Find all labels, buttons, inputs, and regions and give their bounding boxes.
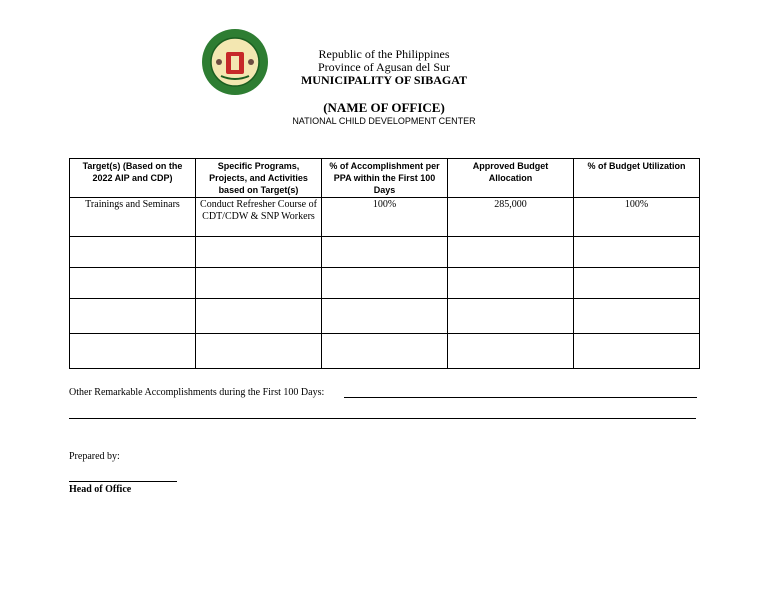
column-header-programs: Specific Programs, Projects, and Activities based on Target(s) — [196, 159, 322, 198]
remarks-fill-line-2[interactable] — [69, 418, 696, 419]
table-cell — [196, 268, 322, 299]
table-cell — [70, 268, 196, 299]
seal-right-emblem — [248, 59, 254, 65]
column-header-utilization: % of Budget Utilization — [574, 159, 700, 198]
republic-line: Republic of the Philippines — [318, 47, 450, 61]
seal-shield-center — [231, 56, 239, 70]
table-cell — [70, 299, 196, 334]
table-cell — [196, 334, 322, 369]
municipal-seal-icon — [201, 28, 269, 96]
table-cell — [196, 299, 322, 334]
table-row — [70, 198, 700, 237]
table-cell — [322, 237, 448, 268]
remarks-fill-line[interactable] — [344, 397, 697, 398]
table-cell: 100% — [322, 198, 448, 237]
accomplishment-table — [69, 158, 700, 369]
table-cell — [448, 334, 574, 369]
table-cell: 285,000 — [448, 198, 574, 237]
table-cell — [574, 299, 700, 334]
province-line: Province of Agusan del Sur — [318, 60, 450, 74]
table-cell — [322, 299, 448, 334]
table-cell — [196, 237, 322, 268]
table-row — [70, 334, 700, 369]
table-row — [70, 237, 700, 268]
signature-line[interactable] — [69, 481, 177, 482]
prepared-by-label: Prepared by: — [69, 451, 120, 462]
table-row — [70, 268, 700, 299]
table-cell — [574, 268, 700, 299]
table-cell — [322, 334, 448, 369]
table-cell — [448, 299, 574, 334]
table-header-row — [70, 159, 700, 198]
head-of-office-label: Head of Office — [69, 484, 132, 495]
remarks-label: Other Remarkable Accomplishments during the First 100 Days: — [69, 387, 325, 398]
office-subtitle: NATIONAL CHILD DEVELOPMENT CENTER — [292, 116, 476, 126]
column-header-targets: Target(s) (Based on the 2022 AIP and CDP) — [70, 159, 196, 198]
office-name: (NAME OF OFFICE) — [323, 100, 445, 115]
municipality-line: MUNICIPALITY OF SIBAGAT — [300, 73, 467, 87]
seal-left-emblem — [216, 59, 222, 65]
table-cell — [574, 237, 700, 268]
table-cell: Trainings and Seminars — [70, 198, 196, 237]
column-header-budget: Approved Budget Allocation — [448, 159, 574, 198]
column-header-accomplishment: % of Accomplishment per PPA within the First 100 Days — [322, 159, 448, 198]
table-cell: 100% — [574, 198, 700, 237]
table-cell — [574, 334, 700, 369]
table-cell — [70, 237, 196, 268]
table-row — [70, 299, 700, 334]
table-cell — [448, 268, 574, 299]
table-cell: Conduct Refresher Course of CDT/CDW & SNP Workers — [196, 198, 322, 237]
table-cell — [70, 334, 196, 369]
table-cell — [448, 237, 574, 268]
table-cell — [322, 268, 448, 299]
